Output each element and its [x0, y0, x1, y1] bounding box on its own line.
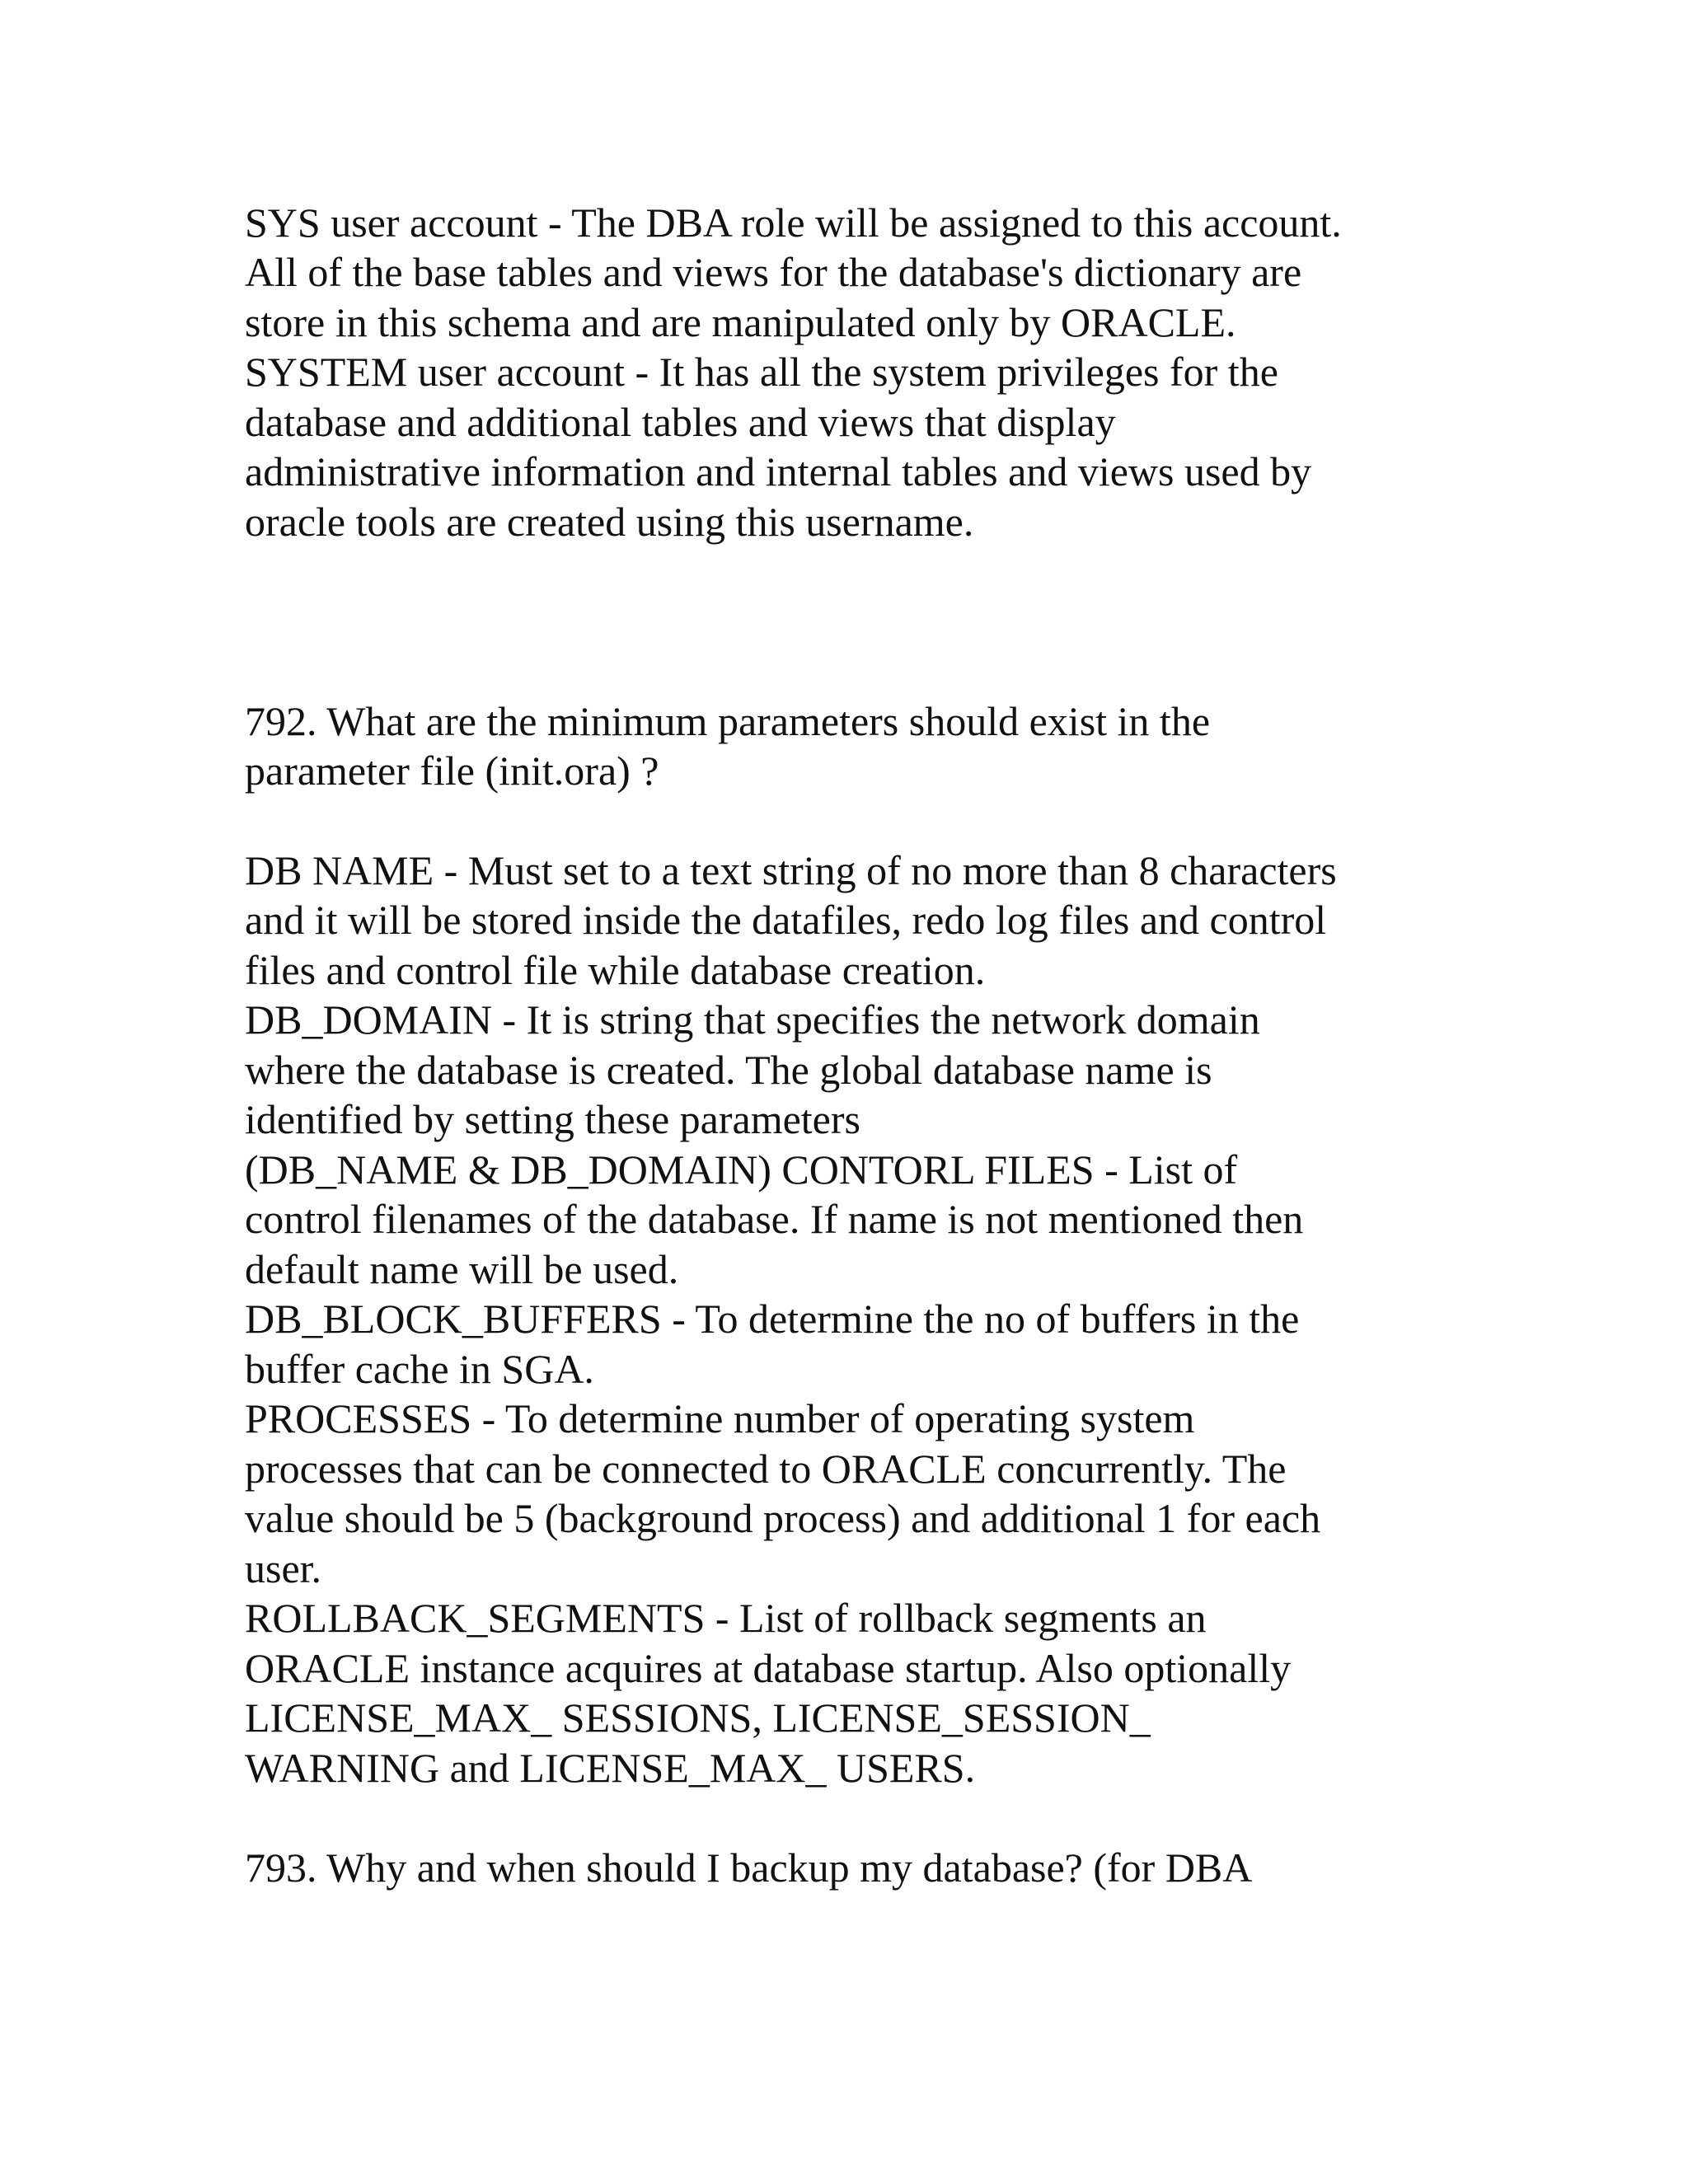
- text-line: buffer cache in SGA.: [245, 1346, 594, 1392]
- text-line: processes that can be connected to ORACLE concurrently. The: [245, 1446, 1287, 1492]
- text-line: PROCESSES - To determine number of operating system: [245, 1395, 1195, 1441]
- text-line: ROLLBACK_SEGMENTS - List of rollback segments an: [245, 1595, 1207, 1641]
- text-line: default name will be used.: [245, 1246, 679, 1292]
- text-line: value should be 5 (background process) and additional 1 for each: [245, 1495, 1321, 1541]
- text-line: LICENSE_MAX_ SESSIONS, LICENSE_SESSION_: [245, 1694, 1151, 1741]
- text-line: All of the base tables and views for the database's dictionary are: [245, 249, 1302, 295]
- text-line: SYS user account - The DBA role will be assigned to this account.: [245, 199, 1342, 246]
- text-line: DB NAME - Must set to a text string of no more than 8 characters: [245, 847, 1337, 893]
- text-line: DB_DOMAIN - It is string that specifies the network domain: [245, 996, 1260, 1043]
- text-line: where the database is created. The global database name is: [245, 1047, 1212, 1093]
- question-heading: 793. Why and when should I backup my database? (for DBA: [245, 1844, 1253, 1891]
- text-line: (DB_NAME & DB_DOMAIN) CONTORL FILES - List of: [245, 1146, 1238, 1193]
- text-line: DB_BLOCK_BUFFERS - To determine the no of buffers in the: [245, 1296, 1300, 1342]
- text-line: control filenames of the database. If name is not mentioned then: [245, 1196, 1304, 1242]
- text-line: user.: [245, 1545, 322, 1591]
- text-line: ORACLE instance acquires at database startup. Also optionally: [245, 1645, 1292, 1691]
- text-line: identified by setting these parameters: [245, 1096, 860, 1142]
- text-line: files and control file while database creation.: [245, 947, 986, 993]
- question-heading: parameter file (init.ora) ?: [245, 748, 659, 794]
- text-line: database and additional tables and views that display: [245, 399, 1116, 445]
- question-heading: 792. What are the minimum parameters should exist in the: [245, 698, 1211, 744]
- text-line: oracle tools are created using this username.: [245, 499, 974, 545]
- text-line: store in this schema and are manipulated only by ORACLE.: [245, 299, 1236, 345]
- text-line: and it will be stored inside the datafiles, redo log files and control: [245, 897, 1327, 943]
- text-line: WARNING and LICENSE_MAX_ USERS.: [245, 1745, 976, 1791]
- text-line: SYSTEM user account - It has all the system privileges for the: [245, 349, 1278, 395]
- text-line: administrative information and internal tables and views used by: [245, 448, 1312, 494]
